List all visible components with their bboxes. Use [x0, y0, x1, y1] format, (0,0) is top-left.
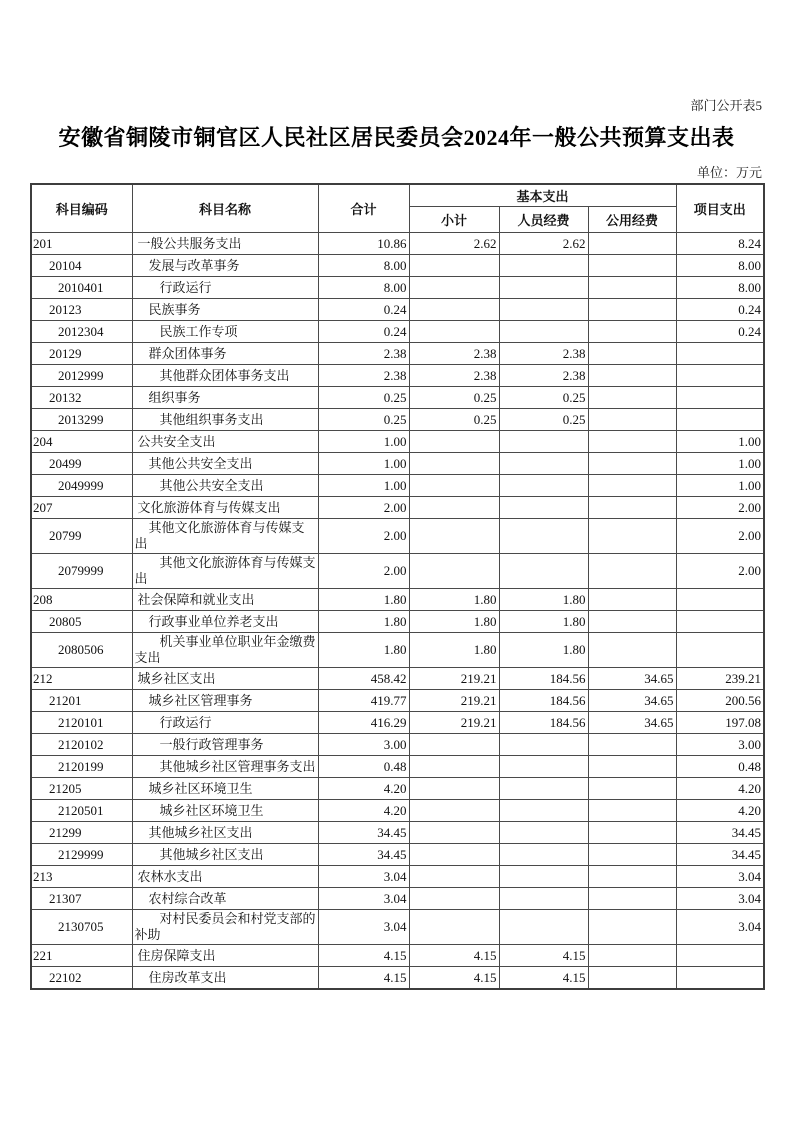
cell-personnel: 2.38 — [499, 343, 588, 365]
table-row — [31, 756, 764, 778]
table-row — [31, 387, 764, 409]
table-row — [31, 690, 764, 712]
cell-public — [588, 475, 676, 497]
cell-name: 其他城乡社区支出 — [132, 822, 318, 844]
cell-personnel — [499, 497, 588, 519]
cell-project: 0.24 — [676, 299, 764, 321]
cell-name: 城乡社区环境卫生 — [132, 778, 318, 800]
cell-total: 4.20 — [318, 800, 409, 822]
cell-total: 0.25 — [318, 387, 409, 409]
cell-public — [588, 866, 676, 888]
cell-subtotal — [409, 910, 499, 945]
cell-project: 2.00 — [676, 519, 764, 554]
cell-subtotal — [409, 431, 499, 453]
cell-subtotal: 2.38 — [409, 343, 499, 365]
cell-subtotal: 2.38 — [409, 365, 499, 387]
cell-name: 民族事务 — [132, 299, 318, 321]
cell-code: 208 — [31, 589, 132, 611]
cell-personnel: 1.80 — [499, 611, 588, 633]
cell-name: 其他城乡社区支出 — [132, 844, 318, 866]
cell-name: 城乡社区管理事务 — [132, 690, 318, 712]
cell-subtotal: 4.15 — [409, 967, 499, 990]
cell-public: 34.65 — [588, 712, 676, 734]
table-row — [31, 866, 764, 888]
cell-project: 3.04 — [676, 910, 764, 945]
cell-project: 239.21 — [676, 668, 764, 690]
table-row — [31, 453, 764, 475]
cell-subtotal — [409, 321, 499, 343]
table-row — [31, 497, 764, 519]
cell-total: 416.29 — [318, 712, 409, 734]
cell-name: 农林水支出 — [132, 866, 318, 888]
cell-personnel: 184.56 — [499, 668, 588, 690]
cell-personnel: 184.56 — [499, 690, 588, 712]
cell-public — [588, 945, 676, 967]
cell-project — [676, 945, 764, 967]
table-row — [31, 519, 764, 554]
cell-code: 22102 — [31, 967, 132, 990]
cell-name: 其他公共安全支出 — [132, 475, 318, 497]
cell-name: 其他群众团体事务支出 — [132, 365, 318, 387]
cell-total: 2.00 — [318, 519, 409, 554]
cell-total: 2.38 — [318, 365, 409, 387]
cell-code: 21299 — [31, 822, 132, 844]
cell-code: 20499 — [31, 453, 132, 475]
cell-total: 2.38 — [318, 343, 409, 365]
cell-personnel: 0.25 — [499, 387, 588, 409]
cell-public — [588, 299, 676, 321]
cell-project — [676, 343, 764, 365]
cell-code: 20123 — [31, 299, 132, 321]
cell-total: 34.45 — [318, 822, 409, 844]
cell-total: 2.00 — [318, 497, 409, 519]
cell-code: 2012304 — [31, 321, 132, 343]
cell-personnel — [499, 888, 588, 910]
cell-personnel — [499, 299, 588, 321]
table-row — [31, 633, 764, 668]
table-row — [31, 611, 764, 633]
cell-subtotal: 219.21 — [409, 712, 499, 734]
cell-subtotal: 0.25 — [409, 387, 499, 409]
cell-total: 3.04 — [318, 910, 409, 945]
table-row — [31, 299, 764, 321]
cell-name: 城乡社区环境卫生 — [132, 800, 318, 822]
cell-subtotal — [409, 734, 499, 756]
cell-code: 2120501 — [31, 800, 132, 822]
header-code: 科目编码 — [31, 184, 132, 233]
cell-personnel: 2.62 — [499, 233, 588, 255]
cell-total: 1.80 — [318, 611, 409, 633]
cell-name: 其他文化旅游体育与传媒支出 — [132, 554, 318, 589]
cell-total: 0.24 — [318, 321, 409, 343]
cell-code: 204 — [31, 431, 132, 453]
cell-code: 221 — [31, 945, 132, 967]
table-row — [31, 343, 764, 365]
cell-subtotal: 4.15 — [409, 945, 499, 967]
cell-name: 一般公共服务支出 — [132, 233, 318, 255]
cell-project: 3.04 — [676, 888, 764, 910]
cell-personnel — [499, 822, 588, 844]
cell-code: 21307 — [31, 888, 132, 910]
table-row — [31, 844, 764, 866]
cell-project: 8.00 — [676, 255, 764, 277]
table-row — [31, 233, 764, 255]
cell-public — [588, 633, 676, 668]
cell-project — [676, 387, 764, 409]
cell-public — [588, 233, 676, 255]
cell-subtotal — [409, 299, 499, 321]
header-basic: 基本支出 — [409, 184, 676, 207]
cell-personnel: 1.80 — [499, 589, 588, 611]
cell-personnel — [499, 734, 588, 756]
cell-name: 其他文化旅游体育与传媒支出 — [132, 519, 318, 554]
cell-name: 其他城乡社区管理事务支出 — [132, 756, 318, 778]
cell-project: 2.00 — [676, 554, 764, 589]
cell-personnel: 4.15 — [499, 967, 588, 990]
cell-name: 民族工作专项 — [132, 321, 318, 343]
cell-personnel — [499, 255, 588, 277]
table-row — [31, 475, 764, 497]
cell-code: 2130705 — [31, 910, 132, 945]
cell-personnel — [499, 844, 588, 866]
table-row — [31, 409, 764, 431]
cell-subtotal — [409, 475, 499, 497]
cell-public — [588, 431, 676, 453]
cell-personnel — [499, 554, 588, 589]
table-row — [31, 967, 764, 990]
cell-public — [588, 844, 676, 866]
cell-personnel — [499, 277, 588, 299]
table-row — [31, 321, 764, 343]
cell-personnel: 4.15 — [499, 945, 588, 967]
cell-subtotal — [409, 277, 499, 299]
cell-subtotal: 219.21 — [409, 690, 499, 712]
table-row — [31, 822, 764, 844]
table-row — [31, 778, 764, 800]
table-row — [31, 668, 764, 690]
cell-personnel — [499, 866, 588, 888]
cell-project: 4.20 — [676, 800, 764, 822]
cell-subtotal — [409, 255, 499, 277]
table-row — [31, 734, 764, 756]
cell-project: 3.04 — [676, 866, 764, 888]
cell-name: 一般行政管理事务 — [132, 734, 318, 756]
cell-total: 10.86 — [318, 233, 409, 255]
cell-total: 0.24 — [318, 299, 409, 321]
cell-project: 200.56 — [676, 690, 764, 712]
cell-project: 0.48 — [676, 756, 764, 778]
cell-personnel — [499, 519, 588, 554]
cell-project: 1.00 — [676, 475, 764, 497]
table-row — [31, 910, 764, 945]
cell-code: 201 — [31, 233, 132, 255]
cell-public — [588, 734, 676, 756]
header-subtotal: 小计 — [409, 207, 499, 233]
cell-total: 0.25 — [318, 409, 409, 431]
cell-personnel: 184.56 — [499, 712, 588, 734]
cell-personnel: 0.25 — [499, 409, 588, 431]
cell-name: 住房改革支出 — [132, 967, 318, 990]
cell-public — [588, 554, 676, 589]
cell-total: 8.00 — [318, 277, 409, 299]
table-row — [31, 255, 764, 277]
cell-total: 34.45 — [318, 844, 409, 866]
cell-subtotal: 1.80 — [409, 589, 499, 611]
cell-code: 2049999 — [31, 475, 132, 497]
cell-public: 34.65 — [588, 690, 676, 712]
cell-total: 4.15 — [318, 967, 409, 990]
cell-personnel — [499, 756, 588, 778]
cell-public — [588, 910, 676, 945]
cell-public — [588, 888, 676, 910]
cell-code: 2120101 — [31, 712, 132, 734]
cell-subtotal — [409, 822, 499, 844]
cell-code: 21205 — [31, 778, 132, 800]
table-row — [31, 800, 764, 822]
cell-subtotal — [409, 497, 499, 519]
cell-total: 4.15 — [318, 945, 409, 967]
cell-subtotal — [409, 844, 499, 866]
cell-subtotal — [409, 519, 499, 554]
cell-name: 行政运行 — [132, 712, 318, 734]
cell-personnel — [499, 910, 588, 945]
cell-public — [588, 365, 676, 387]
cell-personnel — [499, 800, 588, 822]
cell-total: 8.00 — [318, 255, 409, 277]
cell-public — [588, 967, 676, 990]
table-row — [31, 712, 764, 734]
header-total: 合计 — [318, 184, 409, 233]
sheet-label: 部门公开表5 — [690, 98, 762, 113]
header-project: 项目支出 — [676, 184, 764, 233]
table-header — [31, 184, 764, 233]
cell-project — [676, 611, 764, 633]
cell-public — [588, 277, 676, 299]
header-public: 公用经费 — [588, 207, 676, 233]
header-name: 科目名称 — [132, 184, 318, 233]
cell-name: 行政运行 — [132, 277, 318, 299]
cell-project: 34.45 — [676, 844, 764, 866]
cell-subtotal — [409, 800, 499, 822]
cell-public: 34.65 — [588, 668, 676, 690]
cell-code: 2079999 — [31, 554, 132, 589]
table-body — [31, 233, 764, 990]
cell-code: 2010401 — [31, 277, 132, 299]
cell-public — [588, 497, 676, 519]
cell-public — [588, 822, 676, 844]
cell-total: 0.48 — [318, 756, 409, 778]
cell-code: 2129999 — [31, 844, 132, 866]
cell-project: 0.24 — [676, 321, 764, 343]
cell-name: 对村民委员会和村党支部的补助 — [132, 910, 318, 945]
cell-project: 3.00 — [676, 734, 764, 756]
cell-project: 197.08 — [676, 712, 764, 734]
cell-name: 社会保障和就业支出 — [132, 589, 318, 611]
cell-project — [676, 967, 764, 990]
cell-subtotal: 2.62 — [409, 233, 499, 255]
cell-subtotal — [409, 866, 499, 888]
cell-code: 20132 — [31, 387, 132, 409]
table-row — [31, 888, 764, 910]
cell-total: 1.00 — [318, 431, 409, 453]
cell-code: 207 — [31, 497, 132, 519]
cell-personnel — [499, 778, 588, 800]
cell-subtotal — [409, 756, 499, 778]
cell-project: 2.00 — [676, 497, 764, 519]
table-row — [31, 589, 764, 611]
cell-code: 2120199 — [31, 756, 132, 778]
cell-subtotal — [409, 888, 499, 910]
cell-personnel — [499, 475, 588, 497]
cell-project: 4.20 — [676, 778, 764, 800]
cell-subtotal: 1.80 — [409, 633, 499, 668]
cell-name: 机关事业单位职业年金缴费支出 — [132, 633, 318, 668]
table-row — [31, 277, 764, 299]
cell-personnel: 2.38 — [499, 365, 588, 387]
cell-total: 3.04 — [318, 866, 409, 888]
budget-table — [30, 183, 765, 990]
cell-subtotal — [409, 778, 499, 800]
cell-code: 2120102 — [31, 734, 132, 756]
cell-name: 公共安全支出 — [132, 431, 318, 453]
cell-code: 212 — [31, 668, 132, 690]
cell-project — [676, 365, 764, 387]
cell-project: 8.24 — [676, 233, 764, 255]
cell-total: 3.04 — [318, 888, 409, 910]
cell-public — [588, 255, 676, 277]
table-row — [31, 431, 764, 453]
cell-total: 4.20 — [318, 778, 409, 800]
cell-subtotal: 219.21 — [409, 668, 499, 690]
cell-name: 其他公共安全支出 — [132, 453, 318, 475]
cell-project — [676, 589, 764, 611]
cell-personnel — [499, 453, 588, 475]
cell-name: 发展与改革事务 — [132, 255, 318, 277]
cell-personnel: 1.80 — [499, 633, 588, 668]
cell-total: 1.00 — [318, 475, 409, 497]
cell-total: 419.77 — [318, 690, 409, 712]
cell-public — [588, 453, 676, 475]
cell-total: 2.00 — [318, 554, 409, 589]
cell-code: 20805 — [31, 611, 132, 633]
cell-project: 8.00 — [676, 277, 764, 299]
cell-name: 其他组织事务支出 — [132, 409, 318, 431]
cell-public — [588, 611, 676, 633]
cell-total: 3.00 — [318, 734, 409, 756]
header-personnel: 人员经费 — [499, 207, 588, 233]
cell-public — [588, 519, 676, 554]
cell-name: 农村综合改革 — [132, 888, 318, 910]
cell-public — [588, 409, 676, 431]
cell-name: 行政事业单位养老支出 — [132, 611, 318, 633]
cell-public — [588, 800, 676, 822]
cell-public — [588, 321, 676, 343]
cell-public — [588, 387, 676, 409]
cell-code: 20104 — [31, 255, 132, 277]
cell-public — [588, 343, 676, 365]
cell-code: 21201 — [31, 690, 132, 712]
cell-total: 1.80 — [318, 589, 409, 611]
cell-name: 住房保障支出 — [132, 945, 318, 967]
cell-code: 2013299 — [31, 409, 132, 431]
cell-subtotal: 0.25 — [409, 409, 499, 431]
cell-project: 1.00 — [676, 431, 764, 453]
cell-subtotal: 1.80 — [409, 611, 499, 633]
cell-name: 城乡社区支出 — [132, 668, 318, 690]
cell-personnel — [499, 321, 588, 343]
page-title: 安徽省铜陵市铜官区人民社区居民委员会2024年一般公共预算支出表 — [58, 125, 735, 150]
table-row — [31, 554, 764, 589]
unit-label: 单位：万元 — [696, 165, 762, 180]
cell-project — [676, 409, 764, 431]
cell-name: 组织事务 — [132, 387, 318, 409]
table-row — [31, 365, 764, 387]
cell-name: 文化旅游体育与传媒支出 — [132, 497, 318, 519]
cell-project: 1.00 — [676, 453, 764, 475]
cell-public — [588, 756, 676, 778]
cell-public — [588, 589, 676, 611]
cell-code: 2080506 — [31, 633, 132, 668]
cell-name: 群众团体事务 — [132, 343, 318, 365]
cell-total: 1.00 — [318, 453, 409, 475]
cell-public — [588, 778, 676, 800]
table-row — [31, 945, 764, 967]
cell-code: 20799 — [31, 519, 132, 554]
cell-code: 20129 — [31, 343, 132, 365]
cell-subtotal — [409, 554, 499, 589]
cell-total: 1.80 — [318, 633, 409, 668]
cell-subtotal — [409, 453, 499, 475]
cell-project — [676, 633, 764, 668]
cell-code: 213 — [31, 866, 132, 888]
cell-project: 34.45 — [676, 822, 764, 844]
cell-total: 458.42 — [318, 668, 409, 690]
cell-code: 2012999 — [31, 365, 132, 387]
cell-personnel — [499, 431, 588, 453]
